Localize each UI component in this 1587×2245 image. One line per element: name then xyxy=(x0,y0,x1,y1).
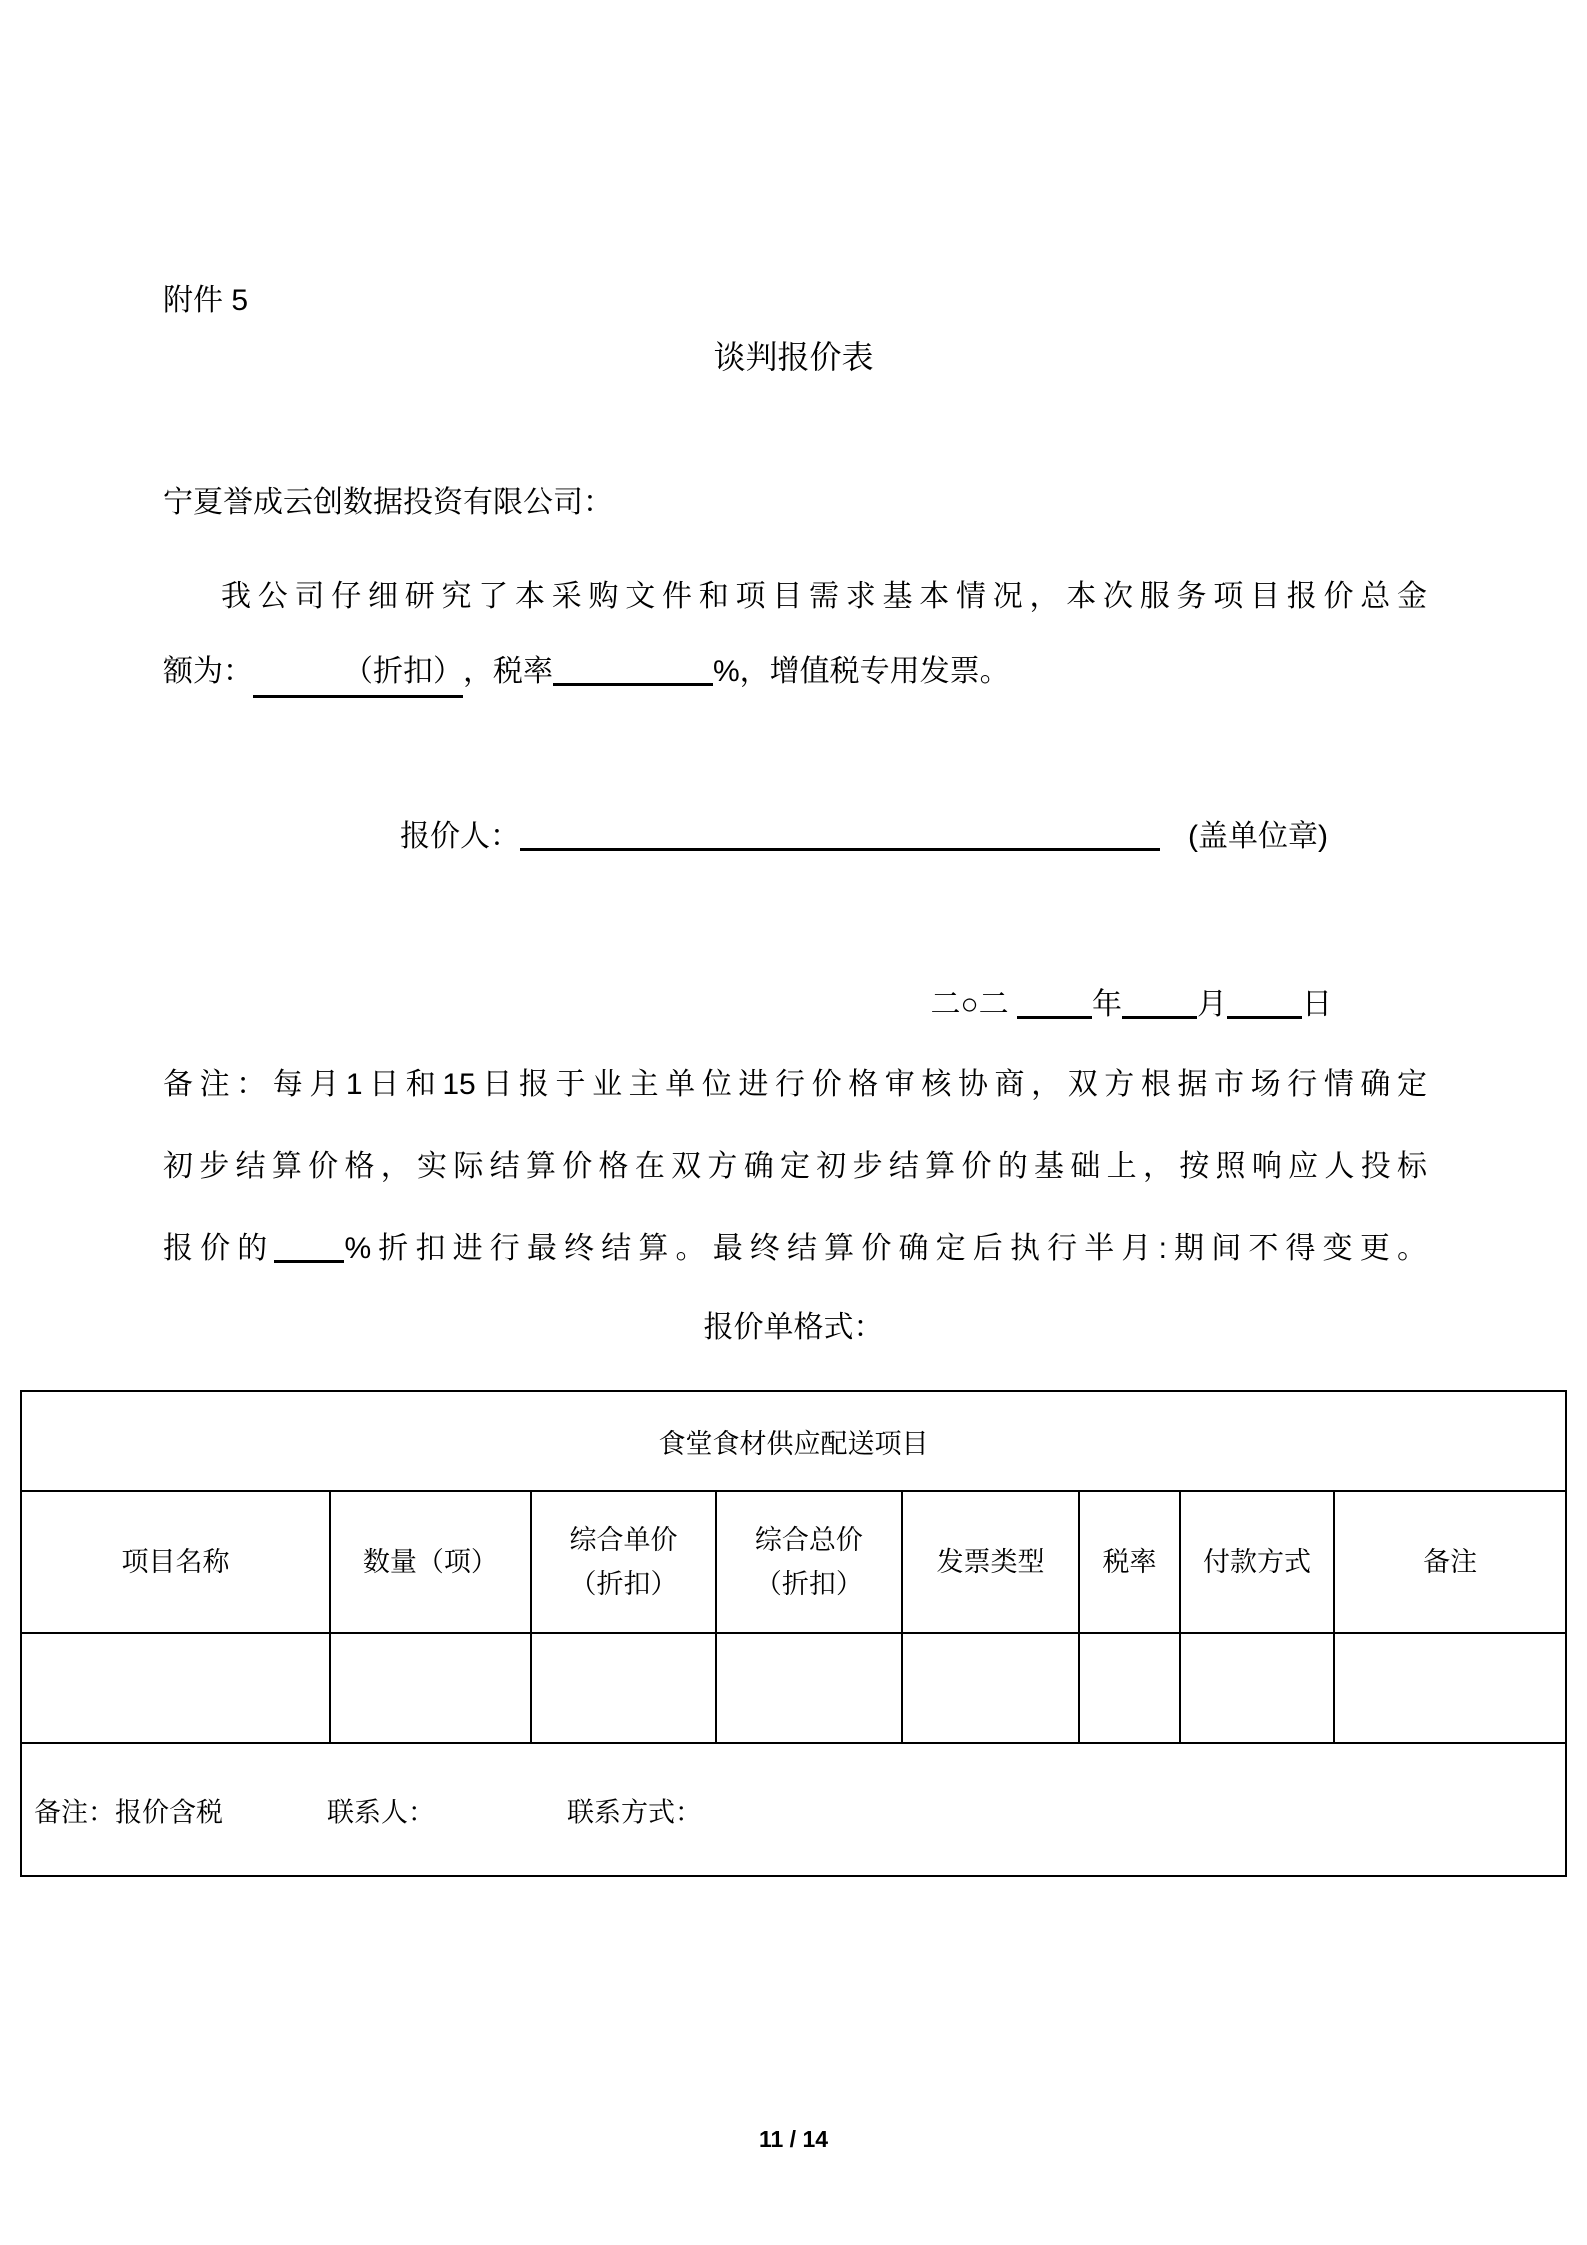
empty-cell-payment-method xyxy=(1180,1633,1335,1743)
notes-line1: 备注：每月1日和15日报于业主单位进行价格审核协商，双方根据市场行情确定 xyxy=(163,1068,1427,1101)
year-label: 年 xyxy=(1092,988,1122,1021)
header-invoice-type: 发票类型 xyxy=(902,1491,1080,1633)
header-total-price: 综合总价 （折扣） xyxy=(716,1491,901,1633)
page-number: 11 / 14 xyxy=(758,2126,829,2152)
document-title: 谈判报价表 xyxy=(713,339,874,375)
empty-cell-project-name xyxy=(21,1633,330,1743)
table-empty-data-row xyxy=(21,1633,1566,1743)
year-blank xyxy=(1017,989,1092,1019)
table-header-row xyxy=(21,1491,1566,1633)
tax-rate-label: ，税率 xyxy=(463,655,553,688)
empty-cell-quantity xyxy=(330,1633,531,1743)
quote-format-heading: 报价单格式： xyxy=(703,1311,884,1344)
recipient-company: 宁夏誉成云创数据投资有限公司： xyxy=(163,486,613,519)
date-prefix: 二○二 xyxy=(930,988,1009,1021)
day-blank xyxy=(1227,989,1302,1019)
header-tax-rate: 税率 xyxy=(1079,1491,1179,1633)
empty-cell-remarks xyxy=(1334,1633,1566,1743)
empty-cell-total-price xyxy=(716,1633,901,1743)
quoter-name-blank xyxy=(520,821,1160,851)
tax-rate-blank xyxy=(553,656,713,686)
empty-cell-unit-price xyxy=(531,1633,716,1743)
footer-contact-method-label: 联系方式： xyxy=(567,1797,702,1827)
header-remarks: 备注 xyxy=(1334,1491,1566,1633)
attachment-label: 附件 5 xyxy=(163,284,249,317)
date-line xyxy=(931,985,1332,1025)
header-payment-method: 付款方式 xyxy=(1180,1491,1335,1633)
day-label: 日 xyxy=(1302,988,1332,1021)
footer-contact-label: 联系人： xyxy=(327,1797,435,1827)
invoice-type-text: %，增值税专用发票。 xyxy=(713,655,1010,688)
empty-cell-tax-rate xyxy=(1079,1633,1179,1743)
header-project-name: 项目名称 xyxy=(21,1491,330,1633)
table-project-title: 食堂食材供应配送项目 xyxy=(21,1391,1566,1491)
header-quantity: 数量（项） xyxy=(330,1491,531,1633)
quoter-label: 报价人： xyxy=(400,820,520,853)
header-unit-price: 综合单价 （折扣） xyxy=(531,1491,716,1633)
discount-percent-blank xyxy=(274,1233,344,1263)
month-label: 月 xyxy=(1197,988,1227,1021)
table-footer-row xyxy=(21,1743,1566,1876)
footer-tax-note: 备注：报价含税 xyxy=(34,1797,223,1827)
empty-cell-invoice-type xyxy=(902,1633,1080,1743)
notes-line3 xyxy=(163,1229,1427,1269)
quoter-signature-line xyxy=(400,817,1328,857)
discount-post-text: %折扣进行最终结算。最终结算价确定后执行半月:期间不得变更。 xyxy=(344,1232,1427,1265)
stamp-note: (盖单位章) xyxy=(1188,820,1328,853)
notes-line2: 初步结算价格，实际结算价格在双方确定初步结算价的基础上，按照响应人投标 xyxy=(163,1150,1427,1183)
quote-paragraph-line1: 我公司仔细研究了本采购文件和项目需求基本情况，本次服务项目报价总金 xyxy=(221,580,1427,613)
month-blank xyxy=(1122,989,1197,1019)
quotation-table xyxy=(20,1390,1567,1877)
total-amount-blank: （折扣） xyxy=(253,652,463,698)
quote-paragraph-line2 xyxy=(163,652,1427,698)
discount-pre-text: 报价的 xyxy=(163,1232,275,1265)
amount-label: 额为： xyxy=(163,655,253,688)
